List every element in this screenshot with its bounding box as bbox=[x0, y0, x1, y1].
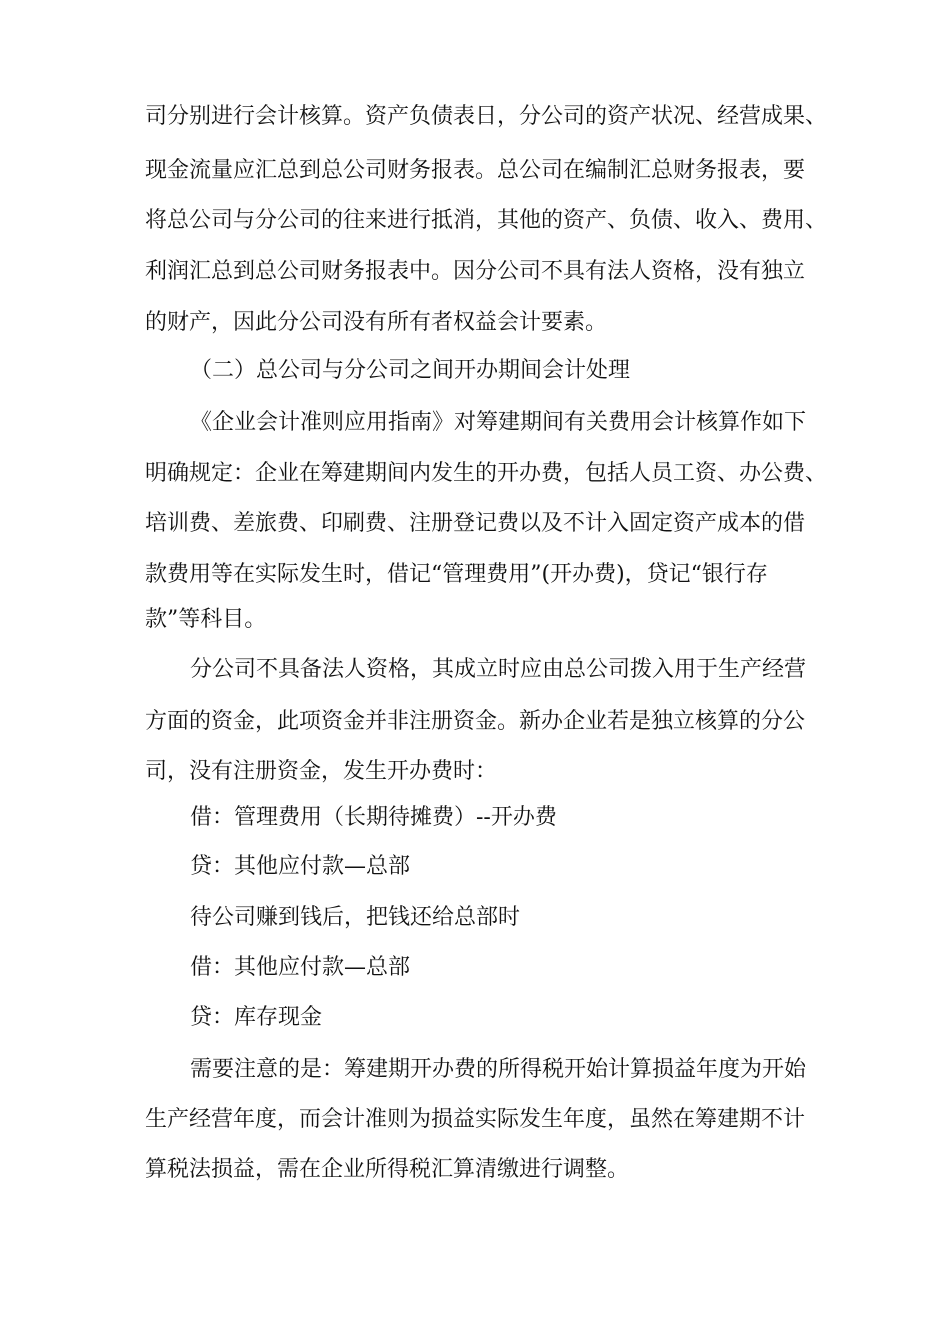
paragraph-line: 司分别进行会计核算。资产负债表日，分公司的资产状况、经营成果、 bbox=[145, 104, 828, 129]
paragraph-line: 司，没有注册资金，发生开办费时： bbox=[145, 759, 498, 784]
paragraph-line: 分公司不具备法人资格，其成立时应由总公司拨入用于生产经营 bbox=[190, 657, 807, 682]
paragraph-line: 培训费、差旅费、印刷费、注册登记费以及不计入固定资产成本的借 bbox=[145, 511, 806, 536]
paragraph-line: 算税法损益，需在企业所得税汇算清缴进行调整。 bbox=[145, 1157, 630, 1182]
section-heading: （二）总公司与分公司之间开办期间会计处理 bbox=[190, 358, 631, 383]
paragraph-line: 《企业会计准则应用指南》对筹建期间有关费用会计核算作如下 bbox=[190, 410, 807, 435]
journal-entry-line: 贷：库存现金 bbox=[190, 1005, 323, 1030]
paragraph-line: 款费用等在实际发生时，借记“管理费用”(开办费)，贷记“银行存 bbox=[145, 562, 768, 587]
journal-entry-line: 贷：其他应付款—总部 bbox=[190, 854, 411, 879]
paragraph-line: 现金流量应汇总到总公司财务报表。总公司在编制汇总财务报表，要 bbox=[145, 158, 806, 183]
paragraph-line: 生产经营年度，而会计准则为损益实际发生年度，虽然在筹建期不计 bbox=[145, 1107, 806, 1132]
journal-entry-line: 待公司赚到钱后，把钱还给总部时 bbox=[190, 905, 521, 930]
paragraph-line: 明确规定：企业在筹建期间内发生的开办费，包括人员工资、办公费、 bbox=[145, 461, 828, 486]
paragraph-line: 款”等科目。 bbox=[145, 607, 267, 632]
paragraph-line: 的财产，因此分公司没有所有者权益会计要素。 bbox=[145, 310, 608, 335]
paragraph-line: 利润汇总到总公司财务报表中。因分公司不具有法人资格，没有独立 bbox=[145, 259, 806, 284]
journal-entry-line: 借：管理费用（长期待摊费）--开办费 bbox=[190, 805, 557, 830]
paragraph-line: 方面的资金，此项资金并非注册资金。新办企业若是独立核算的分公 bbox=[145, 709, 806, 734]
paragraph-line: 需要注意的是：筹建期开办费的所得税开始计算损益年度为开始 bbox=[190, 1057, 807, 1082]
journal-entry-line: 借：其他应付款—总部 bbox=[190, 955, 411, 980]
paragraph-line: 将总公司与分公司的往来进行抵消，其他的资产、负债、收入、费用、 bbox=[145, 208, 828, 233]
